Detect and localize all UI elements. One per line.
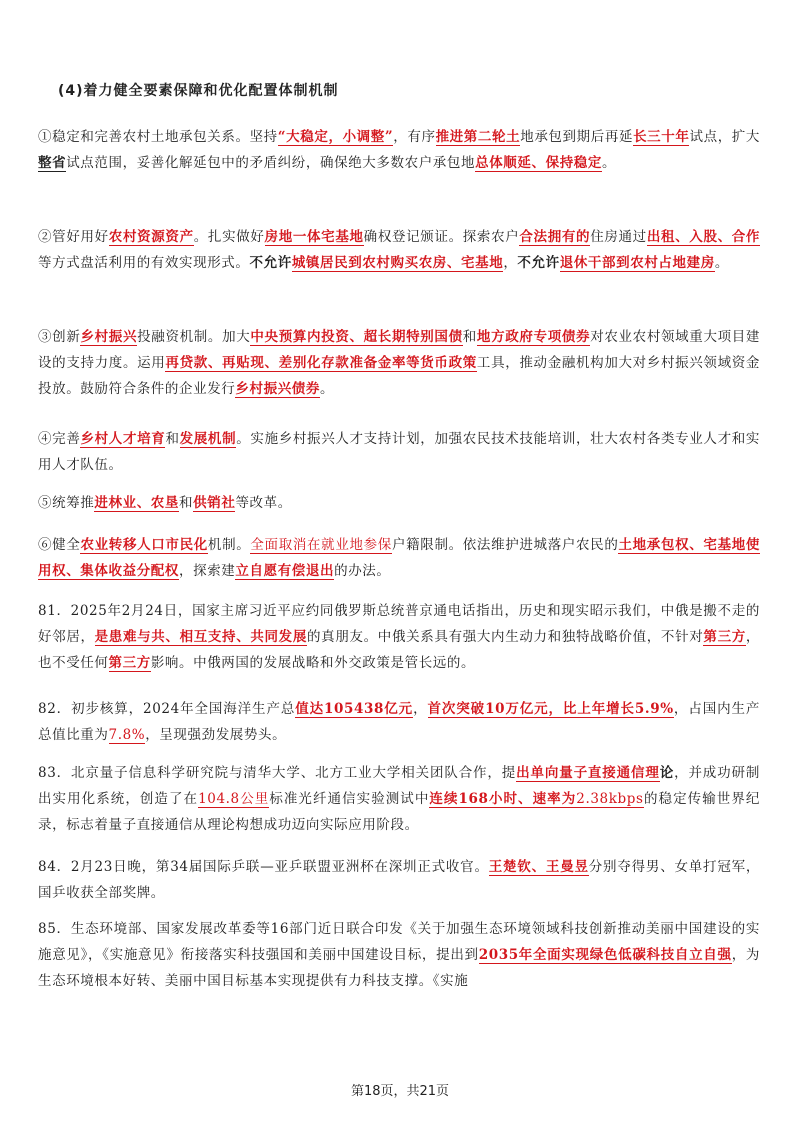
highlight: 发展机制 [179, 431, 237, 447]
highlight: 总体顺延、保持稳定 [475, 155, 603, 171]
item-1-paragraph: ①稳定和完善农村土地承包关系。坚持“大稳定，小调整”，有序推进第二轮土地承包到期后再延长三十年试点，扩大整省试点范围，妥善化解延包中的矛盾纠纷，确保绝大多数农户承包地总体顺延、保持稳定。 [38, 129, 761, 171]
highlight: 王楚钦、王曼昱 [488, 859, 589, 875]
highlight: 2035年全面实现绿色低碳科技自立自强 [478, 947, 732, 963]
highlight: 乡村振兴债券 [235, 381, 321, 397]
item-4-paragraph: ④完善乡村人才培育和发展机制。实施乡村振兴人才支持计划，加强农民技术技能培训，壮大农村各类专业人才和实用人才队伍。 [38, 431, 761, 473]
highlight: 再贷款、再贴现、差别化存款准备金率等 [165, 355, 421, 371]
highlight: 房地一体宅基地 [264, 229, 364, 245]
item-3-paragraph: ③创新乡村振兴投融资机制。加大中央预算内投资、超长期特别国债和地方政府专项债券对农业农村领域重大项目建设的支持力度。运用再贷款、再贴现、差别化存款准备金率等货币政策工具，推动金融机构加大对乡村振兴领域资金投放。鼓励符合条件的企业发行乡村振兴债券。 [38, 329, 761, 397]
highlight: 退休干部到农村占地建房 [559, 255, 715, 271]
highlight: 第三方 [703, 629, 746, 645]
section-heading: (4)着力健全要素保障和优化配置体制机制 [58, 83, 339, 99]
highlight: 推进第二轮土 [435, 129, 521, 145]
question-84: 84．2月23日晚，第34届国际乒联—亚乒联盟亚洲杯在深圳正式收官。王楚钦、王曼昱分别夺得男、女单打冠军，国乒收获全部奖牌。 [38, 859, 761, 901]
highlight: 合法拥有的 [519, 229, 591, 245]
highlight: 出单向量子直接通信理 [516, 765, 660, 781]
highlight: 104.8公里 [198, 791, 270, 807]
highlight: 出租、入股、合作 [646, 229, 761, 245]
item-6-paragraph: ⑥健全农业转移人口市民化机制。全面取消在就业地参保户籍限制。依法维护进城落户农民的土地承包权、宅基地使用权、集体收益分配权，探索建立自愿有偿退出的办法。 [38, 537, 760, 579]
page-number: 第18页，共21页 [350, 1084, 450, 1099]
highlight: 值达105438亿元 [295, 701, 414, 717]
question-85: 85．生态环境部、国家发展改革委等16部门近日联合印发《关于加强生态环境领域科技创新推动美丽中国建设的实施意见》，《实施意见》衔接落实科技强国和美丽中国建设目标，提出到2035年全面实现绿色低碳科技自立自强，为生态环境根本好转、美丽中国目标基本实现提供有力科技支撑。《实施 [38, 921, 760, 989]
highlight: 土地承包权、宅基地使用权、集体收益分配权 [38, 537, 760, 579]
highlight: 城镇居民到农村购买农房、宅基地 [291, 255, 504, 271]
highlight: 立自愿有偿退出 [235, 563, 335, 579]
highlight: 第三方 [108, 655, 151, 671]
item-2-paragraph: ②管好用好农村资源资产。扎实做好房地一体宅基地确权登记颁证。探索农户合法拥有的住房通过出租、入股、合作等方式盘活利用的有效实现形式。不允许城镇居民到农村购买农房、宅基地，不允许退休干部到农村占地建房。 [38, 229, 761, 271]
highlight: 货币政策 [420, 355, 477, 371]
highlight: 中央预算内投资、超长期特别国债 [250, 329, 463, 345]
highlight: 农业转移人口市民化 [80, 537, 208, 553]
highlight: 乡村振兴 [80, 329, 138, 345]
question-82: 82．初步核算，2024年全国海洋生产总值达105438亿元，首次突破10万亿元，比上年增长5.9%，占国内生产总值比重为7.8%，呈现强劲发展势头。 [38, 701, 761, 743]
highlight: 长三十年 [633, 129, 690, 145]
underline-term: 整省 [38, 155, 67, 171]
highlight: 地方政府专项债券 [476, 329, 591, 345]
highlight: 连续168小时、速率为 [429, 791, 577, 807]
highlight: 全面取消在就业地参保 [250, 537, 392, 553]
highlight: 首次突破10万亿元，比上年 [427, 701, 607, 717]
highlight: 进林业、农垦 [94, 495, 180, 511]
highlight: 是患难与共、相互支持、共同发展 [94, 629, 307, 645]
item-5-paragraph: ⑤统筹推进林业、农垦和供销社等改革。 [38, 495, 292, 511]
highlight: 乡村人才培育 [80, 431, 166, 447]
highlight: “大稳定，小调整” [277, 129, 394, 145]
highlight: 增长5.9% [606, 701, 674, 717]
highlight: 2.38kbps [576, 791, 644, 807]
question-81: 81．2025年2月24日，国家主席习近平应约同俄罗斯总统普京通电话指出，历史和现实昭示我们，中俄是搬不走的好邻居，是患难与共、相互支持、共同发展的真朋友。中俄关系具有强大内生动力和独特战略价值，不针对第三方，也不受任何第三方影响。中俄两国的发展战略和外交政策是管长远的。 [38, 603, 760, 671]
highlight: 农村资源资产 [108, 229, 194, 245]
question-83: 83．北京量子信息科学研究院与清华大学、北方工业大学相关团队合作，提出单向量子直接通信理论，并成功研制出实用化系统，创造了在104.8公里标准光纤通信实验测试中连续168小时、速率为2.38kbps的稳定传输世界纪录，标志着量子直接通信从理论构想成功迈向实际应用阶段。 [38, 765, 760, 833]
highlight: 7.8% [108, 727, 146, 743]
highlight: 供销社 [193, 495, 236, 511]
